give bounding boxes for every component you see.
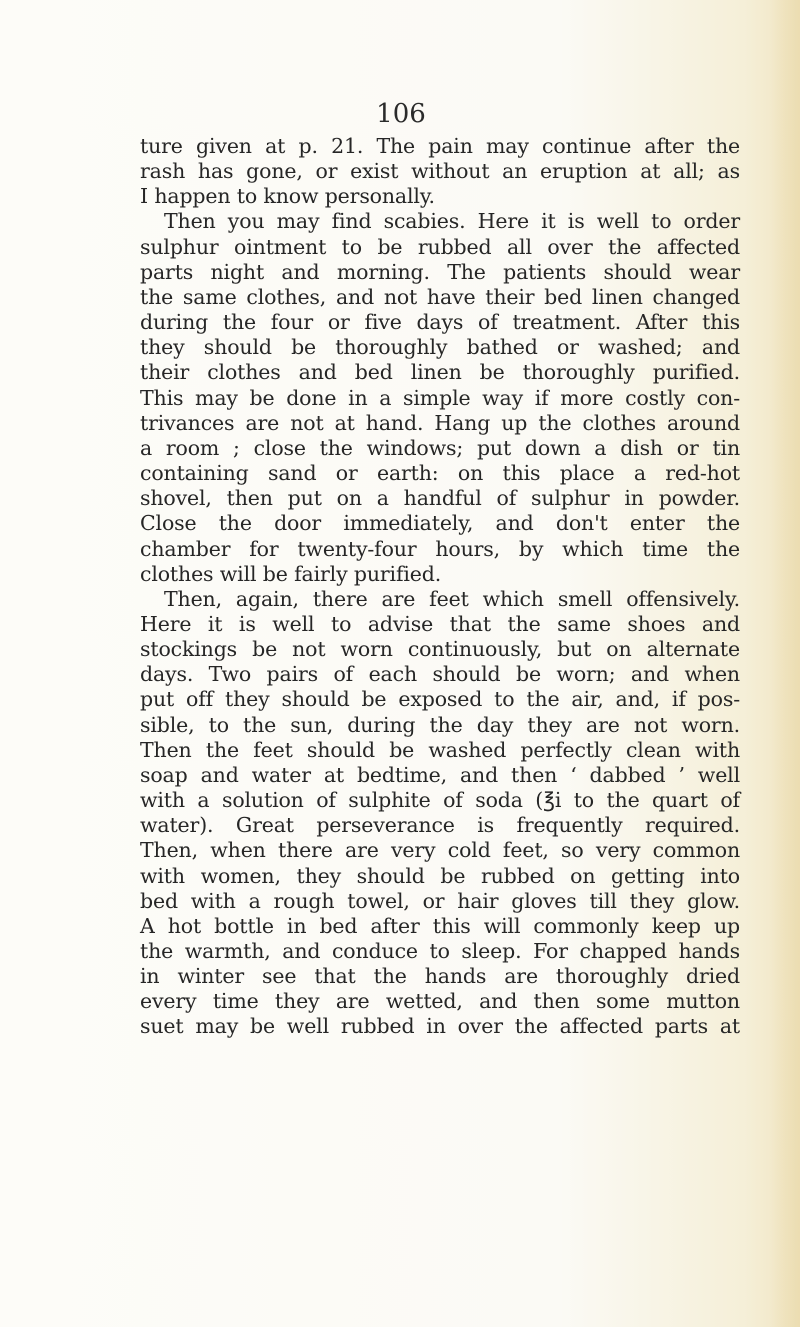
text-line: bed with a rough towel, or hair gloves till they glow. <box>140 888 740 913</box>
text-line: suet may be well rubbed in over the affected parts at <box>140 1014 740 1039</box>
text-line: with women, they should be rubbed on getting into <box>140 863 740 888</box>
paragraph-2 <box>140 209 740 586</box>
text-line: days. Two pairs of each should be worn; and when <box>140 662 740 687</box>
text-line: parts night and morning. The patients should wear <box>140 259 740 284</box>
paragraph-1 <box>140 134 740 209</box>
text-line: they should be thoroughly bathed or washed; and <box>140 335 740 360</box>
text-line: shovel, then put on a handful of sulphur in powder. <box>140 486 740 511</box>
text-line: Then, again, there are feet which smell offensively. <box>164 586 740 611</box>
text-line: the warmth, and conduce to sleep. For chapped hands <box>140 939 740 963</box>
text-line: put off they should be exposed to the air, and, if pos- <box>140 687 740 712</box>
text-line: clothes will be fairly purified. <box>140 561 442 586</box>
page-edge-shadow <box>770 0 800 1327</box>
text-line: Then you may find scabies. Here it is well to order <box>164 209 740 234</box>
text-line: ture given at p. 21. The pain may continue after the <box>140 134 740 158</box>
text-line: a room ; close the windows; put down a dish or tin <box>140 435 740 460</box>
text-line: every time they are wetted, and then some mutton <box>140 989 740 1014</box>
text-line: in winter see that the hands are thoroughly dried <box>140 964 740 989</box>
page-number: 106 <box>376 99 426 129</box>
text-line: trivances are not at hand. Hang up the clothes around <box>140 410 740 435</box>
text-line: their clothes and bed linen be thoroughly purified. <box>140 360 740 385</box>
text-line: soap and water at bedtime, and then ‘ dabbed ’ well <box>140 762 740 787</box>
text-line: Then, when there are very cold feet, so very common <box>140 838 740 863</box>
text-line: A hot bottle in bed after this will commonly keep up <box>140 913 740 938</box>
text-line: This may be done in a simple way if more costly con- <box>140 385 740 410</box>
text-line: Then the feet should be washed perfectly clean with <box>140 737 740 762</box>
paragraph-3 <box>140 587 740 1040</box>
body-text <box>140 134 740 1040</box>
text-line: Here it is well to advise that the same shoes and <box>140 611 740 636</box>
text-line: containing sand or earth: on this place a red-hot <box>140 461 740 486</box>
text-line: sulphur ointment to be rubbed all over the affected <box>140 234 740 259</box>
text-line: with a solution of sulphite of soda (℥i to the quart of <box>140 788 740 813</box>
text-line: stockings be not worn continuously, but on alternate <box>140 637 740 662</box>
text-line: chamber for twenty-four hours, by which time the <box>140 536 740 561</box>
text-line: during the four or five days of treatment. After this <box>140 310 740 335</box>
text-line: sible, to the sun, during the day they are not worn. <box>140 712 740 737</box>
text-line: rash has gone, or exist without an eruption at all; as <box>140 159 740 184</box>
text-line: the same clothes, and not have their bed linen changed <box>140 284 740 309</box>
text-line: I happen to know personally. <box>140 184 435 209</box>
text-line: water). Great perseverance is frequently required. <box>140 813 740 838</box>
text-line: Close the door immediately, and don't enter the <box>140 511 740 536</box>
